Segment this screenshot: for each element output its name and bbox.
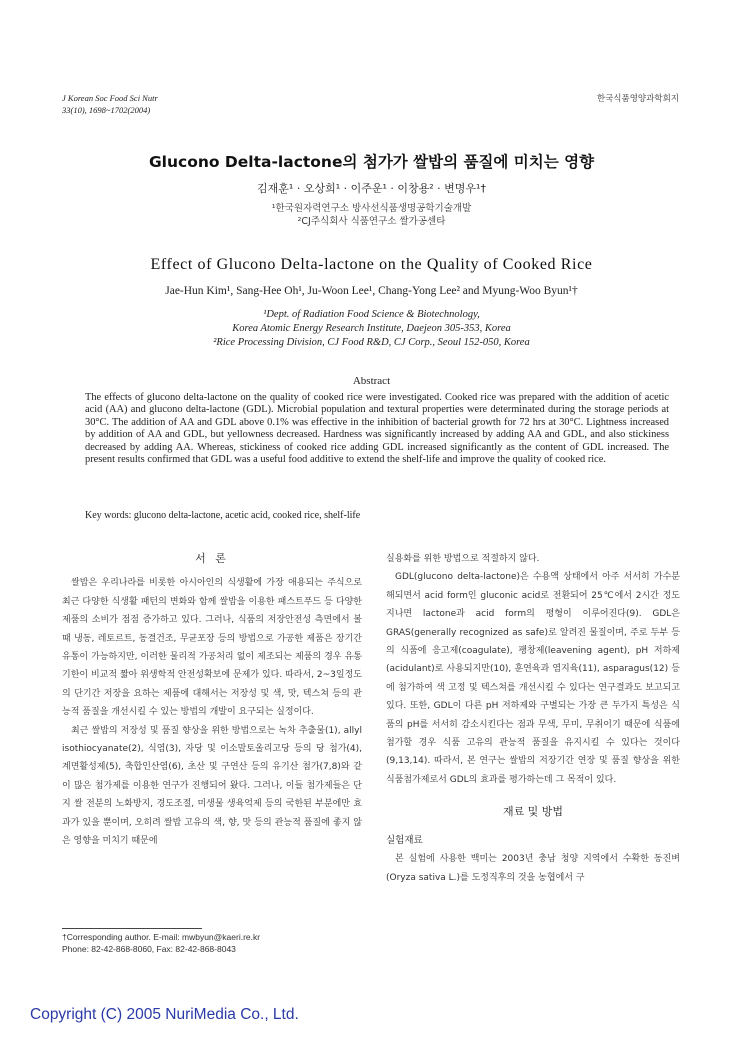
contact-phone: Phone: 82-42-868-8060, Fax: 82-42-868-8043 [62, 944, 236, 954]
intro-paragraph-3: GDL(glucono delta-lactone)은 수용액 상태에서 아주 서서히 가수분해되면서 acid form인 gluconic acid로 전환되어 25℃에서 2시간 정도 지나면 lactone과 acid form의 평형이 이루어진다(9). GDL은 GRAS(generally recognized as safe)로 알려진 물질이며, 주로 두부 등의 식품에 응고제(coagulate), 팽창제(leavening agent), pH 저하제(acidulant)로 사용되지만(10), 훈연육과 염지육(11), asparagus(12) 등에 첨가하여 색 고정 및 텍스쳐를 개선시킬 수 있다는 연구결과도 보고되고 있다. 또한, GDL이 다른 pH 저하제와 구별되는 가장 큰 두가지 특성은 식품의 pH를 서서히 감소시킨다는 점과 무색, 무미, 무취이기 때문에 식품에 첨가할 경우 식품 고유의 관능적 품질을 유지시킬 수 있다는 것이다(9,13,14). 따라서, 본 연구는 쌀밥의 저장기간 연장 및 품질 향상을 위한 식품첨가제로서 GDL의 효과를 평가하는데 그 목적이 있다. [386, 572, 680, 785]
right-column [386, 550, 680, 887]
english-affiliation-2: Korea Atomic Energy Research Institute, Daejeon 305-353, Korea [232, 323, 511, 334]
korean-affiliation-1: ¹한국원자력연구소 방사선식품생명공학기술개발 [271, 203, 472, 214]
copyright-notice: Copyright (C) 2005 NuriMedia Co., Ltd. [30, 1006, 299, 1023]
footnote [62, 931, 260, 955]
society-name: 한국식품영양과학회지 [596, 94, 679, 104]
korean-authors: 김재훈¹ · 오상희¹ · 이주운¹ · 이창용² · 변명우¹† [257, 182, 486, 195]
corresponding-author: †Corresponding author. E-mail: mwbyun@kaeri.re.kr [62, 932, 261, 942]
left-column [62, 550, 362, 851]
journal-header-left [62, 92, 158, 116]
materials-subheading: 실험재료 [386, 834, 423, 846]
korean-affiliations [0, 202, 743, 228]
methods-heading: 재료 및 방법 [502, 805, 564, 819]
korean-title: Glucono Delta-lactone의 첨가가 쌀밥의 품질에 미치는 영향 [148, 153, 595, 171]
journal-name: J Korean Soc Food Sci Nutr [62, 93, 158, 103]
english-affiliation-3: ²Rice Processing Division, CJ Food R&D, CJ Corp., Seoul 152-050, Korea [213, 337, 530, 348]
materials-paragraph: 본 실험에 사용한 백미는 2003년 충남 청양 지역에서 수확한 동진벼(Oryza sativa L.)를 도정직후의 것을 농협에서 구 [386, 854, 680, 883]
intro-paragraph-1: 쌀밥은 우리나라를 비롯한 아시아인의 식생활에 가장 애용되는 주식으로 최근 다양한 식생활 패턴의 변화와 함께 쌀밥을 이용한 패스트푸드 등 다양한 제품의 소비가 점점 증가하고 있다. 그러나, 식품의 저장안전성 측면에서 볼 때 냉동, 레토르트, 동결건조, 무균포장 등의 방법으로 가공한 제품은 장기간 유통이 가능하지만, 이러한 물리적 가공처리 없이 제조되는 제품의 경우 유통기한이 비교적 짧아 위생학적 안전성확보에 문제가 있다. 따라서, 2~3일정도의 단기간 저장을 요하는 제품에 대해서는 저장성 및 색, 맛, 텍스쳐 등의 관능적 품질을 개선시킬 수 있는 방법의 개발이 요구되는 실정이다. [62, 578, 362, 718]
korean-affiliation-2: ²CJ주식회사 식품연구소 쌀가공센타 [297, 216, 446, 227]
english-affiliations [0, 308, 743, 350]
abstract-heading: Abstract [352, 375, 391, 387]
keywords: Key words: glucono delta-lactone, acetic acid, cooked rice, shelf-life [85, 510, 361, 521]
footnote-rule [62, 928, 202, 929]
journal-volume: 33(10), 1698~1702(2004) [62, 105, 151, 115]
english-title: Effect of Glucono Delta-lactone on the Quality of Cooked Rice [150, 256, 593, 273]
introduction-heading: 서 론 [195, 552, 229, 565]
abstract-body: The effects of glucono delta-lactone on the quality of cooked rice were investigated. Cooked rice was prepared with the addition of acetic acid (AA) and glucono delta-lactone (GDL). Microbial population and textural properties were determinated during the storage periods at 30°C. The addition of AA and GDL above 0.1% was effective in the inhibition of bacterial growth for 72 hrs at 30°C. Lightness increased by addition of AA and GDL, but yellowness decreased. Hardness was significantly increased by adding AA and GDL, and also stickiness decreased by adding AA. Whereas, stickiness of cooked rice adding GDL increased significantly as the content of GDL increased. The present results confirmed that GDL was a useful food additive to extend the shelf-life and improve the quality of cooked rice. [85, 392, 669, 466]
intro-paragraph-2: 최근 쌀밥의 저장성 및 품질 향상을 위한 방법으로는 녹차 추출물(1), allyl isothiocyanate(2), 식염(3), 자당 및 이소말토올리고당 등의 당 첨가(4), 계면활성제(5), 축합인산염(6), 초산 및 구연산 등의 유기산 첨가(7,8)와 같이 많은 첨가제를 이용한 연구가 진행되어 왔다. 그러나, 이들 첨가제들은 단지 쌀 전분의 노화방지, 경도조절, 미생물 생육억제 등의 국한된 부분에만 효과가 있을 뿐이며, 오히려 쌀밥 고유의 색, 향, 맛 등의 관능적 품질에 좋지 않은 영향을 미치기 때문에 [62, 725, 362, 847]
intro-continuation: 실용화를 위한 방법으로 적절하지 않다. [386, 554, 540, 564]
english-affiliation-1: ¹Dept. of Radiation Food Science & Biotechnology, [263, 309, 480, 320]
english-authors: Jae-Hun Kim¹, Sang-Hee Oh¹, Ju-Woon Lee¹, Chang-Yong Lee² and Myung-Woo Byun¹† [165, 285, 578, 297]
